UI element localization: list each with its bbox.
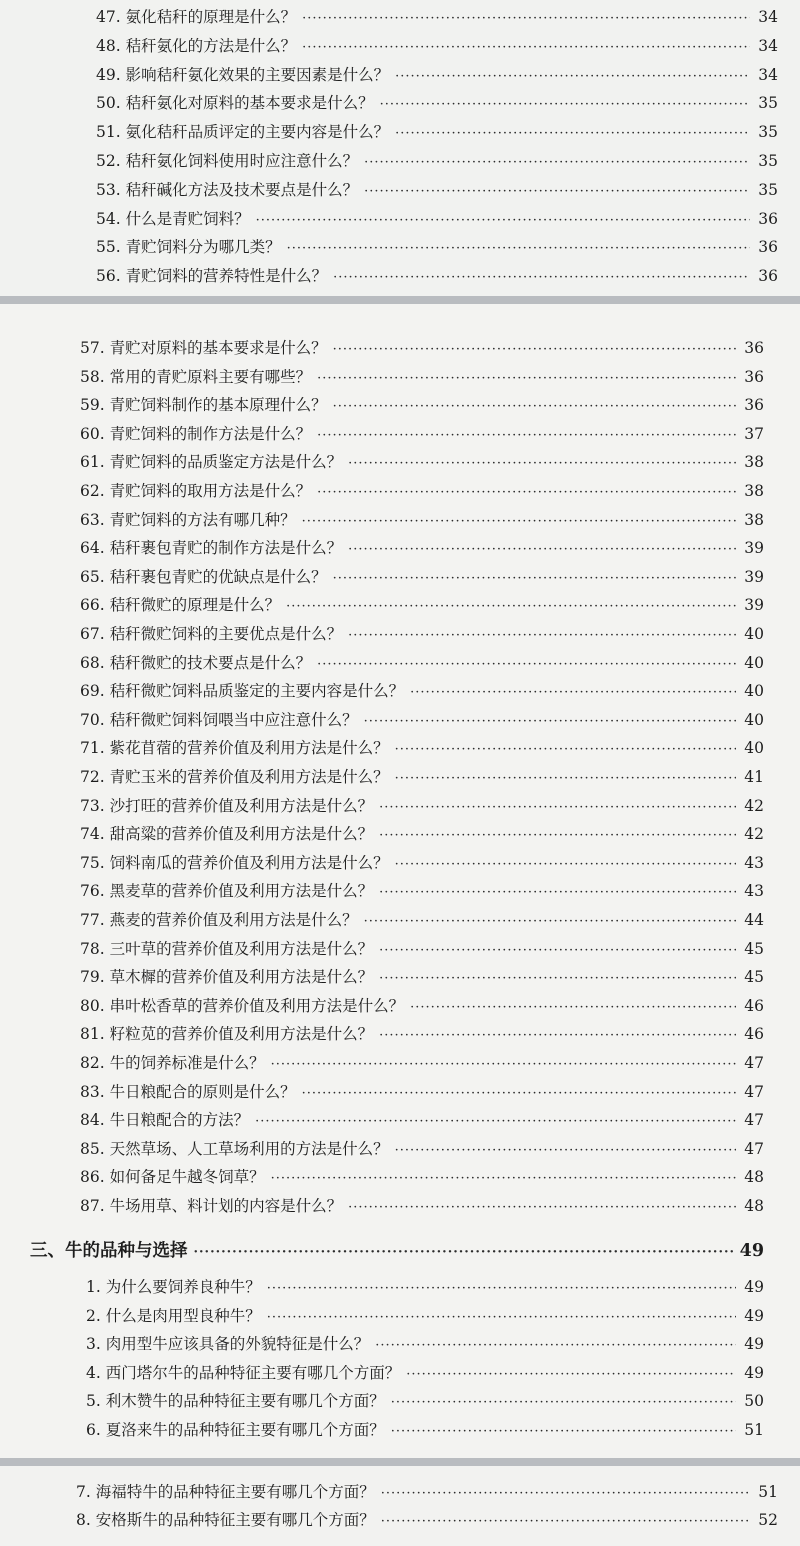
- page-number: 43: [744, 853, 764, 872]
- toc-entry[interactable]: [80, 991, 764, 1021]
- page-number: 39: [744, 567, 764, 586]
- page-number: 36: [758, 209, 778, 228]
- page-number: 40: [744, 625, 764, 643]
- page-number: 48: [744, 1168, 764, 1187]
- dot-leader: [194, 1238, 734, 1268]
- toc-entry[interactable]: [86, 1415, 764, 1445]
- page-number: 45: [744, 939, 764, 958]
- entry-title: 75. 饲料南瓜的营养价值及利用方法是什么？: [80, 853, 389, 872]
- entry-title: 70. 秸秆微贮饲料饲喂当中应注意什么？: [80, 710, 358, 729]
- entry-title: 50. 秸秆氨化对原料的基本要求是什么？: [96, 94, 374, 113]
- entry-title: 2. 什么是肉用型良种牛？: [86, 1306, 261, 1325]
- toc-entry[interactable]: [80, 848, 764, 878]
- toc-entry[interactable]: [96, 204, 778, 234]
- toc-page-panel-1: [0, 0, 800, 296]
- dot-leader: [391, 1417, 736, 1447]
- entry-title: 85. 天然草场、人工草场利用的方法是什么？: [80, 1139, 389, 1158]
- entry-title: 58. 常用的青贮原料主要有哪些？: [80, 367, 312, 386]
- page-number: 47: [744, 1082, 764, 1101]
- page-number: 49: [744, 1306, 764, 1325]
- entry-title: 55. 青贮饲料分为哪几类？: [96, 238, 281, 257]
- page-number: 49: [739, 1241, 764, 1261]
- toc-entry[interactable]: [80, 1077, 764, 1107]
- entry-title: 49. 影响秸秆氨化效果的主要因素是什么？: [96, 65, 390, 84]
- dot-leader: [375, 1331, 736, 1361]
- page-number: 36: [744, 396, 764, 415]
- toc-entry[interactable]: [96, 117, 778, 147]
- dot-leader: [317, 421, 736, 451]
- toc-entry[interactable]: [80, 333, 764, 363]
- toc-entry[interactable]: [80, 791, 764, 821]
- dot-leader: [302, 33, 750, 63]
- toc-entry[interactable]: [80, 1162, 764, 1192]
- page-number: 39: [744, 596, 764, 615]
- dot-leader: [302, 1079, 736, 1109]
- page-number: 42: [744, 825, 764, 844]
- dot-leader: [364, 148, 750, 178]
- entry-title: 72. 青贮玉米的营养价值及利用方法是什么？: [80, 768, 389, 786]
- toc-entry[interactable]: [80, 762, 764, 792]
- entry-title: 54. 什么是青贮饲料？: [96, 209, 250, 228]
- dot-leader: [379, 1021, 736, 1051]
- dot-leader: [395, 850, 736, 880]
- page-number: 52: [758, 1511, 778, 1529]
- page-number: 48: [744, 1197, 764, 1215]
- dot-leader: [381, 1507, 750, 1537]
- dot-leader: [379, 878, 736, 908]
- entry-title: 56. 青贮饲料的营养特性是什么？: [96, 267, 328, 286]
- page-number: 38: [744, 482, 764, 500]
- page-number: 35: [758, 94, 778, 113]
- dot-leader: [395, 735, 736, 765]
- dot-leader: [317, 650, 736, 680]
- entry-title: 78. 三叶草的营养价值及利用方法是什么？: [80, 939, 374, 958]
- dot-leader: [380, 90, 750, 120]
- entry-title: 84. 牛日粮配合的方法？: [80, 1111, 250, 1130]
- dot-leader: [348, 449, 736, 479]
- dot-leader: [348, 621, 736, 651]
- dot-leader: [379, 793, 736, 823]
- toc-entry[interactable]: [80, 1019, 764, 1049]
- dot-leader: [333, 564, 736, 594]
- entry-title: 61. 青贮饲料的品质鉴定方法是什么？: [80, 453, 343, 472]
- toc-page-panel-3: [0, 1466, 800, 1546]
- entry-title: 1. 为什么要饲养良种牛？: [86, 1278, 261, 1296]
- page-number: 39: [744, 539, 764, 558]
- dot-leader: [286, 592, 736, 622]
- entry-title: 82. 牛的饲养标准是什么？: [80, 1054, 265, 1072]
- entry-title: 59. 青贮饲料制作的基本原理什么？: [80, 396, 327, 415]
- page-number: 51: [758, 1483, 778, 1501]
- dot-leader: [364, 907, 736, 937]
- toc-entry[interactable]: [80, 648, 764, 678]
- dot-leader: [302, 4, 750, 34]
- page-number: 40: [744, 682, 764, 701]
- entry-title: 57. 青贮对原料的基本要求是什么？: [80, 339, 327, 357]
- page-number: 44: [744, 911, 764, 929]
- page-number: 46: [744, 1025, 764, 1044]
- toc-entry[interactable]: [80, 819, 764, 849]
- entry-title: 79. 草木樨的营养价值及利用方法是什么？: [80, 968, 374, 987]
- toc-entry[interactable]: [86, 1386, 764, 1416]
- toc-entry[interactable]: [80, 962, 764, 992]
- dot-leader: [395, 1136, 736, 1166]
- toc-entry[interactable]: [86, 1272, 764, 1302]
- dot-leader: [333, 335, 736, 365]
- toc-entry[interactable]: [76, 1505, 778, 1535]
- entry-title: 53. 秸秆碱化方法及技术要点是什么？: [96, 180, 359, 199]
- dot-leader: [406, 1360, 736, 1390]
- entry-title: 47. 氨化秸秆的原理是什么？: [96, 8, 297, 26]
- page-number: 34: [758, 36, 778, 55]
- page-number: 47: [744, 1054, 764, 1072]
- entry-title: 4. 西门塔尔牛的品种特征主要有哪几个方面？: [86, 1363, 401, 1382]
- dot-leader: [333, 263, 750, 293]
- dot-leader: [348, 1193, 736, 1223]
- page-number: 42: [744, 796, 764, 815]
- toc-entry[interactable]: [76, 1477, 778, 1507]
- page-number: 49: [744, 1278, 764, 1296]
- dot-leader: [317, 478, 736, 508]
- dot-leader: [255, 1107, 736, 1137]
- toc-entry[interactable]: [96, 60, 778, 90]
- section-title: 三、牛的品种与选择: [30, 1241, 188, 1261]
- dot-leader: [395, 764, 736, 794]
- page-number: 38: [744, 510, 764, 529]
- toc-entry[interactable]: [80, 619, 764, 649]
- page-number: 40: [744, 739, 764, 758]
- toc-entry[interactable]: [80, 1105, 764, 1135]
- entry-title: 86. 如何备足牛越冬饲草？: [80, 1168, 265, 1187]
- toc-entry[interactable]: [96, 2, 778, 32]
- page-number: 36: [758, 238, 778, 257]
- toc-entry[interactable]: [80, 447, 764, 477]
- dot-leader: [395, 119, 750, 149]
- toc-entry[interactable]: [80, 562, 764, 592]
- page-number: 40: [744, 710, 764, 729]
- entry-title: 73. 沙打旺的营养价值及利用方法是什么？: [80, 796, 374, 815]
- page-number: 46: [744, 996, 764, 1015]
- page-number: 35: [758, 123, 778, 142]
- dot-leader: [267, 1303, 736, 1333]
- toc-entry[interactable]: [96, 261, 778, 291]
- dot-leader: [271, 1050, 736, 1080]
- entry-title: 68. 秸秆微贮的技术要点是什么？: [80, 653, 312, 672]
- toc-entry[interactable]: [80, 419, 764, 449]
- page-number: 36: [744, 339, 764, 357]
- toc-entry[interactable]: [80, 590, 764, 620]
- entry-title: 74. 甜高粱的营养价值及利用方法是什么？: [80, 825, 374, 844]
- toc-entry[interactable]: [80, 705, 764, 735]
- toc-entry[interactable]: [80, 905, 764, 935]
- dot-leader: [317, 364, 736, 394]
- entry-title: 3. 肉用型牛应该具备的外貌特征是什么？: [86, 1335, 370, 1354]
- entry-title: 63. 青贮饲料的方法有哪几种？: [80, 510, 296, 529]
- entry-title: 81. 籽粒苋的营养价值及利用方法是什么？: [80, 1025, 374, 1044]
- page-number: 35: [758, 180, 778, 199]
- page-number: 51: [744, 1421, 764, 1439]
- toc-entry[interactable]: [96, 146, 778, 176]
- toc-entry[interactable]: [80, 505, 764, 535]
- dot-leader: [364, 177, 750, 207]
- entry-title: 76. 黑麦草的营养价值及利用方法是什么？: [80, 882, 374, 901]
- entry-title: 6. 夏洛来牛的品种特征主要有哪几个方面？: [86, 1421, 385, 1439]
- page-number: 35: [758, 152, 778, 170]
- entry-title: 48. 秸秆氨化的方法是什么？: [96, 36, 297, 55]
- toc-entry[interactable]: [96, 88, 778, 118]
- dot-leader: [287, 234, 750, 264]
- dot-leader: [379, 821, 736, 851]
- dot-leader: [379, 964, 736, 994]
- entry-title: 60. 青贮饲料的制作方法是什么？: [80, 424, 312, 443]
- entry-title: 80. 串叶松香草的营养价值及利用方法是什么？: [80, 996, 405, 1015]
- entry-title: 69. 秸秆微贮饲料品质鉴定的主要内容是什么？: [80, 682, 405, 701]
- toc-entry[interactable]: [80, 1048, 764, 1078]
- toc-entry[interactable]: [96, 31, 778, 61]
- entry-title: 7. 海福特牛的品种特征主要有哪几个方面？: [76, 1483, 375, 1501]
- toc-entry[interactable]: [96, 232, 778, 262]
- toc-entry[interactable]: [86, 1358, 764, 1388]
- toc-page-panel-2: [0, 304, 800, 1458]
- toc-entry[interactable]: [86, 1329, 764, 1359]
- toc-entry[interactable]: [86, 1301, 764, 1331]
- toc-entry[interactable]: [80, 390, 764, 420]
- entry-title: 5. 利木赞牛的品种特征主要有哪几个方面？: [86, 1392, 385, 1411]
- page-number: 40: [744, 653, 764, 672]
- page-number: 41: [744, 768, 764, 786]
- page-number: 38: [744, 453, 764, 472]
- page-number: 37: [744, 424, 764, 443]
- dot-leader: [410, 678, 736, 708]
- dot-leader: [256, 206, 750, 236]
- toc-entry[interactable]: [80, 676, 764, 706]
- dot-leader: [302, 507, 736, 537]
- entry-title: 52. 秸秆氨化饲料使用时应注意什么？: [96, 152, 359, 170]
- page-number: 36: [758, 267, 778, 286]
- dot-leader: [348, 535, 736, 565]
- toc-entry[interactable]: [80, 876, 764, 906]
- entry-title: 83. 牛日粮配合的原则是什么？: [80, 1082, 296, 1101]
- dot-leader: [364, 707, 736, 737]
- page-number: 49: [744, 1363, 764, 1382]
- page-number: 36: [744, 367, 764, 386]
- entry-title: 65. 秸秆裹包青贮的优缺点是什么？: [80, 567, 327, 586]
- entry-title: 67. 秸秆微贮饲料的主要优点是什么？: [80, 625, 343, 643]
- entry-title: 64. 秸秆裹包青贮的制作方法是什么？: [80, 539, 343, 558]
- dot-leader: [333, 392, 736, 422]
- entry-title: 62. 青贮饲料的取用方法是什么？: [80, 482, 312, 500]
- dot-leader: [267, 1274, 736, 1304]
- toc-entry[interactable]: [80, 733, 764, 763]
- toc-entry[interactable]: [80, 934, 764, 964]
- page-number: 34: [758, 65, 778, 84]
- page-number: 50: [744, 1392, 764, 1411]
- page-number: 45: [744, 968, 764, 987]
- page-number: 49: [744, 1335, 764, 1354]
- toc-entry[interactable]: [80, 362, 764, 392]
- entry-title: 51. 氨化秸秆品质评定的主要内容是什么？: [96, 123, 390, 142]
- toc-section-heading[interactable]: [30, 1236, 764, 1266]
- dot-leader: [271, 1164, 736, 1194]
- toc-entry[interactable]: [80, 533, 764, 563]
- page-number: 43: [744, 882, 764, 901]
- toc-entry[interactable]: [80, 476, 764, 506]
- entry-title: 8. 安格斯牛的品种特征主要有哪几个方面？: [76, 1511, 375, 1529]
- dot-leader: [379, 936, 736, 966]
- entry-title: 77. 燕麦的营养价值及利用方法是什么？: [80, 911, 358, 929]
- dot-leader: [395, 62, 750, 92]
- entry-title: 87. 牛场用草、料计划的内容是什么？: [80, 1197, 343, 1215]
- dot-leader: [410, 993, 736, 1023]
- toc-entry[interactable]: [80, 1191, 764, 1221]
- toc-entry[interactable]: [96, 175, 778, 205]
- page-number: 47: [744, 1139, 764, 1158]
- entry-title: 66. 秸秆微贮的原理是什么？: [80, 596, 281, 615]
- entry-title: 71. 紫花苜蓿的营养价值及利用方法是什么？: [80, 739, 389, 758]
- toc-entry[interactable]: [80, 1134, 764, 1164]
- page-number: 34: [758, 8, 778, 26]
- dot-leader: [391, 1388, 736, 1418]
- page-number: 47: [744, 1111, 764, 1130]
